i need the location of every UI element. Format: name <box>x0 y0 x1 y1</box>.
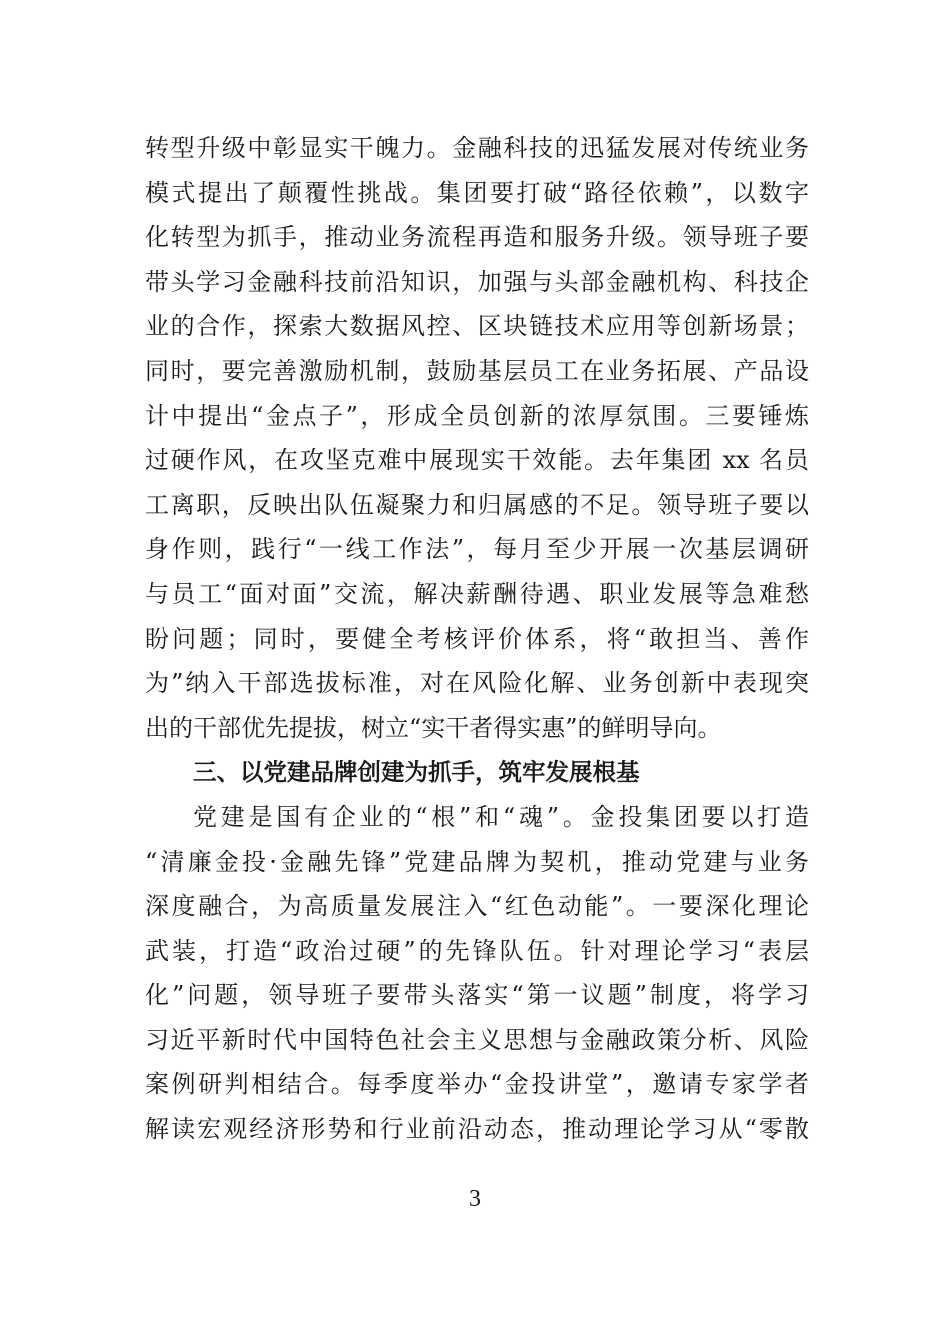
text-line: 转型升级中彰显实干魄力。金融科技的迅猛发展对传统业务 <box>145 134 809 162</box>
text-line: 工离职，反映出队伍凝聚力和归属感的不足。领导班子要以 <box>145 490 809 519</box>
text-line: “清廉金投·金融先锋”党建品牌为契机，推动党建与业务 <box>145 847 809 876</box>
text-line: 深度融合，为高质量发展注入“红色动能”。一要深化理论 <box>145 892 809 921</box>
section-heading: 三、以党建品牌创建为抓手，筑牢发展根基 <box>193 758 640 787</box>
text-line: 出的干部优先提拔，树立“实干者得实惠”的鲜明导向。 <box>145 713 722 742</box>
text-line: 业的合作，探索大数据风控、区块链技术应用等创新场景； <box>145 312 809 341</box>
text-line: 为”纳入干部选拔标准，对在风险化解、业务创新中表现突 <box>145 669 809 698</box>
text-line: 带头学习金融科技前沿知识，加强与头部金融机构、科技企 <box>145 267 809 296</box>
document-body <box>145 126 809 1152</box>
text-line: 盼问题；同时，要健全考核评价体系，将“敢担当、善作 <box>145 624 809 653</box>
page-number: 3 <box>469 1186 481 1212</box>
text-line: 习近平新时代中国特色社会主义思想与金融政策分析、风险 <box>145 1025 809 1054</box>
paragraph <box>145 126 809 750</box>
text-line: 化转型为抓手，推动业务流程再造和服务升级。领导班子要 <box>145 223 809 252</box>
text-line: 与员工“面对面”交流，解决薪酬待遇、职业发展等急难愁 <box>145 579 809 608</box>
text-line: 计中提出“金点子”，形成全员创新的浓厚氛围。三要锤炼 <box>145 401 809 430</box>
text-line: 身作则，践行“一线工作法”，每月至少开展一次基层调研 <box>145 535 809 564</box>
text-line: 化”问题，领导班子要带头落实“第一议题”制度，将学习 <box>145 981 809 1010</box>
text-line: 解读宏观经济形势和行业前沿动态，推动理论学习从“零散 <box>145 1115 809 1144</box>
text-line: 武装，打造“政治过硬”的先锋队伍。针对理论学习“表层 <box>145 936 809 965</box>
paragraph <box>145 795 809 1152</box>
text-line: 同时，要完善激励机制，鼓励基层员工在业务拓展、产品设 <box>145 356 809 385</box>
text-line: 案例研判相结合。每季度举办“金投讲堂”，邀请专家学者 <box>145 1070 809 1099</box>
text-line: 党建是国有企业的“根”和“魂”。金投集团要以打造 <box>193 802 809 831</box>
text-line: 模式提出了颠覆性挑战。集团要打破“路径依赖”，以数字 <box>145 178 809 207</box>
text-line: 过硬作风，在攻坚克难中展现实干效能。去年集团 xx 名员 <box>145 446 809 475</box>
